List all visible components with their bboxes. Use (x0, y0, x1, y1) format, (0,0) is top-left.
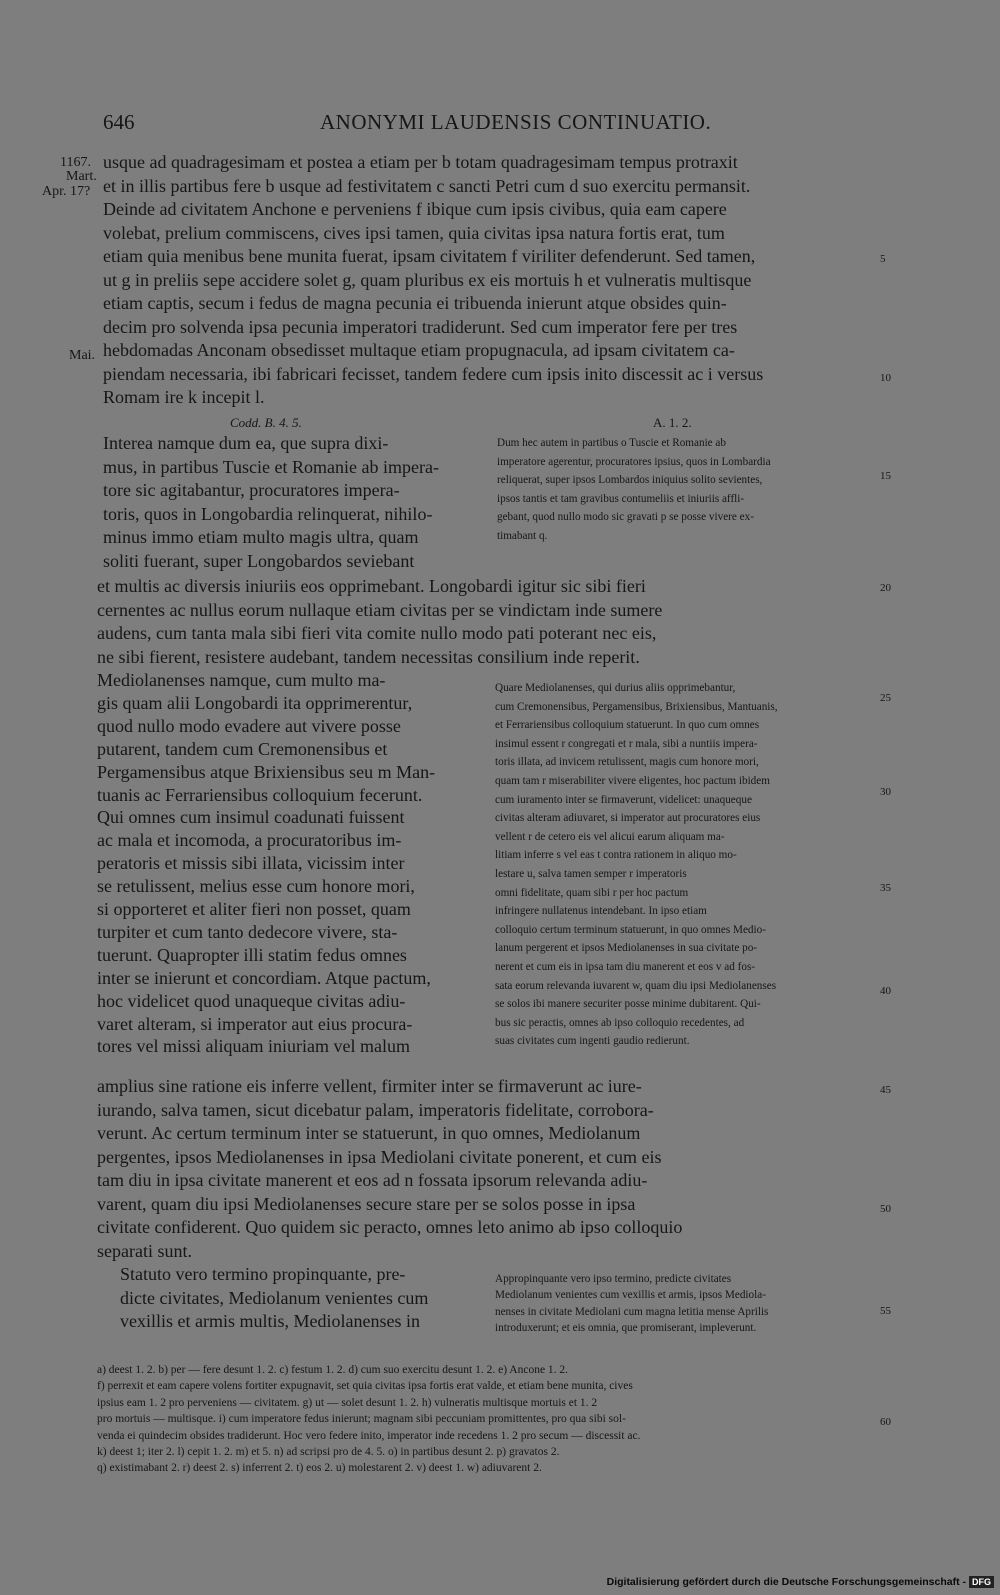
text-line: Quare Mediolanenses, qui durius aliis opprimebantur, (495, 682, 736, 694)
dfg-logo: DFG (969, 1576, 994, 1588)
text-line: gis quam alii Longobardi ita opprimerentur, (97, 692, 413, 713)
text-line: litiam inferre s vel eas t contra rationem in aliquo mo- (495, 849, 737, 862)
margin-date: Mart. (66, 169, 97, 184)
line-number: 50 (880, 1203, 891, 1215)
text-line: peratoris et missis sibi illata, vicissim inter (97, 853, 405, 874)
text-line: lanum pergerent et ipsos Mediolanenses in sua civitate po- (495, 942, 758, 955)
text-line: Dum hec autem in partibus o Tuscie et Romanie ab (497, 437, 726, 449)
text-line: vellent r de cetero eis vel alicui earum aliquam ma- (495, 830, 725, 843)
text-line: lestare u, salva tamen semper r imperatoris (495, 868, 687, 880)
text-line: timabant q. (497, 530, 548, 542)
text-line: omni fidelitate, quam sibi r per hoc pactum (495, 886, 689, 899)
text-line: sata eorum relevanda iuvarent w, quam diu ipsi Mediolanenses (495, 979, 777, 992)
text-line: dicte civitates, Mediolanum venientes cum (120, 1287, 429, 1308)
funding-notice (607, 1576, 994, 1588)
text-line: audens, cum tanta mala sibi fieri vita comite nullo modo pati poterant nec eis, (97, 623, 657, 643)
text-line: pergentes, ipsos Mediolanenses in ipsa Mediolani civitate ponerent, et cum eis (97, 1146, 662, 1167)
text-line: separati sunt. (97, 1240, 192, 1261)
text-line: gebant, quod nullo modo sic gravati p se posse vivere ex- (497, 511, 754, 524)
text-line: turpiter et cum tanto dedecore vivere, sta- (97, 921, 398, 942)
text-line: vexillis et armis multis, Mediolanenses in (120, 1311, 420, 1331)
margin-date: Mai. (69, 348, 96, 363)
line-number: 30 (880, 786, 891, 798)
text-line: usque ad quadragesimam et postea a etiam per b totam quadragesimam tempus protraxit (103, 152, 738, 172)
text-line: mus, in partibus Tuscie et Romanie ab impera- (103, 456, 439, 477)
line-number: 25 (880, 692, 891, 704)
text-line: Appropinquante vero ipso termino, predicte civitates (495, 1273, 732, 1285)
text-line: toris illata, ad invicem retulissent, magis cum honore mori, (495, 756, 759, 769)
text-line: cum iuramento inter se firmaverunt, videlicet: unaqueque (495, 793, 752, 806)
text-line: Mediolanum venientes cum vexillis et armis, ipsos Mediola- (495, 1289, 766, 1302)
text-line: venda ei quindecim obsides tradiderunt. Hoc vero federe inito, imperator inde recedens 1. 2 pro secum — discessit ac. (97, 1429, 641, 1442)
text-line: etiam quia menibus bene munita fuerat, ipsam civitatem f viriliter defenderunt. Sed tamen, (103, 246, 756, 266)
text-line: toris, quos in Longobardia relinquerat, nihilo- (103, 503, 433, 524)
text-line: tam diu in ipsa civitate manerent et eos ad n fossata ipsorum relevanda adiu- (97, 1170, 648, 1190)
text-line: varent, quam diu ipsi Mediolanenses secure stare per se solos posse in ipsa (97, 1193, 636, 1214)
text-line: colloquio certum terminum statuerunt, in quo omnes Medio- (495, 923, 766, 936)
text-line: cernentes ac nullus eorum nullaque etiam civitas per se vindictam inde sumere (97, 599, 663, 620)
text-line: decim pro solvenda ipsa pecunia imperatori tradiderunt. Sed cum imperator fere per tres (103, 316, 738, 337)
text-line: volebat, prelium commiscens, cives ipsi tamen, quia civitas ipsa natura fortis erat, tum (103, 222, 725, 243)
text-line: piendam necessaria, ibi fabricari fecisset, tandem federe cum ipsis inito discessit ac i versus (103, 363, 764, 384)
text-line: etiam captis, secum i fedus de magna pecunia ei tribuenda inierunt atque obsides quin- (103, 293, 727, 313)
funding-text: Digitalisierung gefördert durch die Deutsche Forschungsgemeinschaft - (606, 1576, 966, 1588)
text-line: quam tam r miserabiliter vivere eligentes, hoc pactum ibidem (495, 775, 770, 787)
text-line: et multis ac diversis iniuriis eos opprimebant. Longobardi igitur sic sibi fieri (97, 576, 646, 596)
text-line: Pergamensibus atque Brixiensibus seu m Man- (97, 761, 436, 782)
text-line: Qui omnes cum insimul coadunati fuissent (97, 807, 405, 828)
text-line: a) deest 1. 2. b) per — fere desunt 1. 2. c) festum 1. 2. d) cum suo exercitu desunt 1. 2. e) Ancone 1. 2. (97, 1364, 569, 1376)
text-line: q) existimabant 2. r) deest 2. s) inferrent 2. t) eos 2. u) molestarent 2. v) deest 1. w) adiuvarent 2. (97, 1462, 542, 1475)
text-line: civitate confiderent. Quo quidem sic peracto, omnes leto animo ab ipso colloquio (97, 1217, 683, 1237)
text-line: Statuto vero termino propinquante, pre- (120, 1264, 406, 1284)
text-line: amplius sine ratione eis inferre vellent, firmiter inter se firmaverunt ac iure- (97, 1076, 642, 1096)
text-line: infringere nullatenus intendebant. In ipso etiam (495, 905, 707, 918)
text-line: reliquerat, super ipsos Lombardos iniquius solito sevientes, (497, 474, 763, 487)
page-number: 646 (103, 110, 135, 134)
line-number: 60 (880, 1416, 891, 1428)
text-line: si opporteret et aliter fieri non posset, quam (97, 899, 411, 919)
text-line: ut g in preliis sepe accidere solet g, quam pluribus ex eis mortuis h et vulneratis multisque (103, 269, 752, 290)
text-line: et Ferrariensibus colloquium statuerunt. In quo cum omnes (495, 719, 760, 732)
right-column-head: A. 1. 2. (653, 415, 692, 430)
line-number: 45 (880, 1084, 891, 1096)
text-line: insimul essent r congregati et r mala, sibi a nuntiis impera- (495, 737, 758, 750)
text-line: pro mortuis — multisque. i) cum imperatore fedus inierunt; magnam sibi peccuniam promittentes, pro qua sibi sol- (97, 1413, 626, 1426)
text-line: civitas alteram adiuvaret, si imperator aut procuratores eius (495, 812, 761, 825)
line-number: 35 (880, 882, 891, 894)
text-line: ne sibi fierent, resistere audebant, tandem necessitas consilium inde reperit. (97, 646, 640, 667)
text-line: bus sic peractis, omnes ab ipso colloquio recedentes, ad (495, 1016, 745, 1029)
text-line: tores vel missi aliquam iniuriam vel malum (97, 1036, 410, 1057)
line-number: 20 (880, 582, 891, 594)
text-line: Deinde ad civitatem Anchone e perveniens f ibique cum ipsis civibus, quia eam capere (103, 199, 727, 219)
text-line: tore sic agitabantur, procuratores impera- (103, 480, 400, 500)
text-line: tuanis ac Ferrariensibus colloquium fecerunt. (97, 784, 423, 805)
margin-date: 1167. (60, 155, 91, 170)
text-line: iurando, salva tamen, sicut dicebatur palam, imperatoris fidelitate, corrobora- (97, 1099, 654, 1120)
text-line: cum Cremonensibus, Pergamensibus, Brixiensibus, Mantuanis, (495, 700, 778, 713)
text-line: introduxerunt; et eis omnia, que promiserant, impleverunt. (495, 1321, 757, 1334)
text-line: inter se inierunt et concordiam. Atque pactum, (97, 967, 431, 988)
text-line: putarent, tandem cum Cremonensibus et (97, 738, 388, 759)
line-number: 55 (880, 1305, 891, 1317)
text-line: k) deest 1; iter 2. l) cepit 1. 2. m) et 5. n) ad scripsi pro de 4. 5. o) in partibus desunt 2. p) gravatos 2. (97, 1446, 560, 1458)
text-line: ac mala et incomoda, a procuratoribus im- (97, 830, 402, 851)
left-column-head: Codd. B. 4. 5. (230, 415, 302, 430)
margin-date: Apr. 17? (42, 184, 91, 199)
text-line: se solos ibi manere securiter posse minime dubitarent. Qui- (495, 998, 761, 1011)
text-line: hoc videlicet quod unaqueque civitas adiu- (97, 990, 406, 1011)
line-number: 15 (880, 470, 891, 482)
text-line: tuerunt. Quapropter illi statim fedus omnes (97, 944, 407, 965)
text-line: f) perrexit et eam capere volens fortiter expugnavit, set quia civitas ipsa fortis erat valde, et etiam bene munita, cives (97, 1380, 633, 1393)
text-line: hebdomadas Anconam obsedisset multaque etiam propugnacula, ad ipsam civitatem ca- (103, 340, 735, 360)
text-line: suas civitates cum ingenti gaudio redierunt. (495, 1035, 690, 1048)
text-line: imperatore agerentur, procuratores ipsius, quos in Lombardia (497, 455, 771, 468)
line-number: 10 (880, 372, 891, 384)
line-number: 40 (880, 985, 891, 997)
text-line: et in illis partibus fere b usque ad festivitatem c sancti Petri cum d suo exercitu permansit. (103, 175, 751, 196)
text-line: nerent et cum eis in ipsa tam diu manerent et eos v ad fos- (495, 961, 756, 973)
text-line: Interea namque dum ea, que supra dixi- (103, 433, 389, 453)
text-line: soliti fuerant, super Longobardos seviebant (103, 550, 415, 571)
line-number: 5 (880, 253, 886, 265)
text-line: ipsos tantis et tam gravibus contumeliis et iniuriis affli- (497, 492, 745, 505)
text-line: minus immo etiam multo magis ultra, quam (103, 527, 419, 547)
text-line: varet alteram, si imperator aut eius procura- (97, 1013, 413, 1034)
text-line: se retulissent, melius esse cum honore mori, (97, 876, 415, 897)
text-line: quod nullo modo evadere aut vivere posse (97, 715, 401, 736)
text-line: Romam ire k incepit l. (103, 387, 265, 407)
running-title: ANONYMI LAUDENSIS CONTINUATIO. (320, 110, 712, 134)
text-line: ipsius eam 1. 2 pro perveniens — civitatem. g) ut — solet desunt 1. 2. h) vulneratis multisque mortuis et 1. 2 (97, 1396, 598, 1409)
text-line: verunt. Ac certum terminum inter se statuerunt, in quo omnes, Mediolanum (97, 1123, 641, 1143)
text-line: nenses in civitate Mediolani cum magna letitia mense Aprilis (495, 1305, 769, 1318)
text-line: Mediolanenses namque, cum multo ma- (97, 670, 386, 690)
